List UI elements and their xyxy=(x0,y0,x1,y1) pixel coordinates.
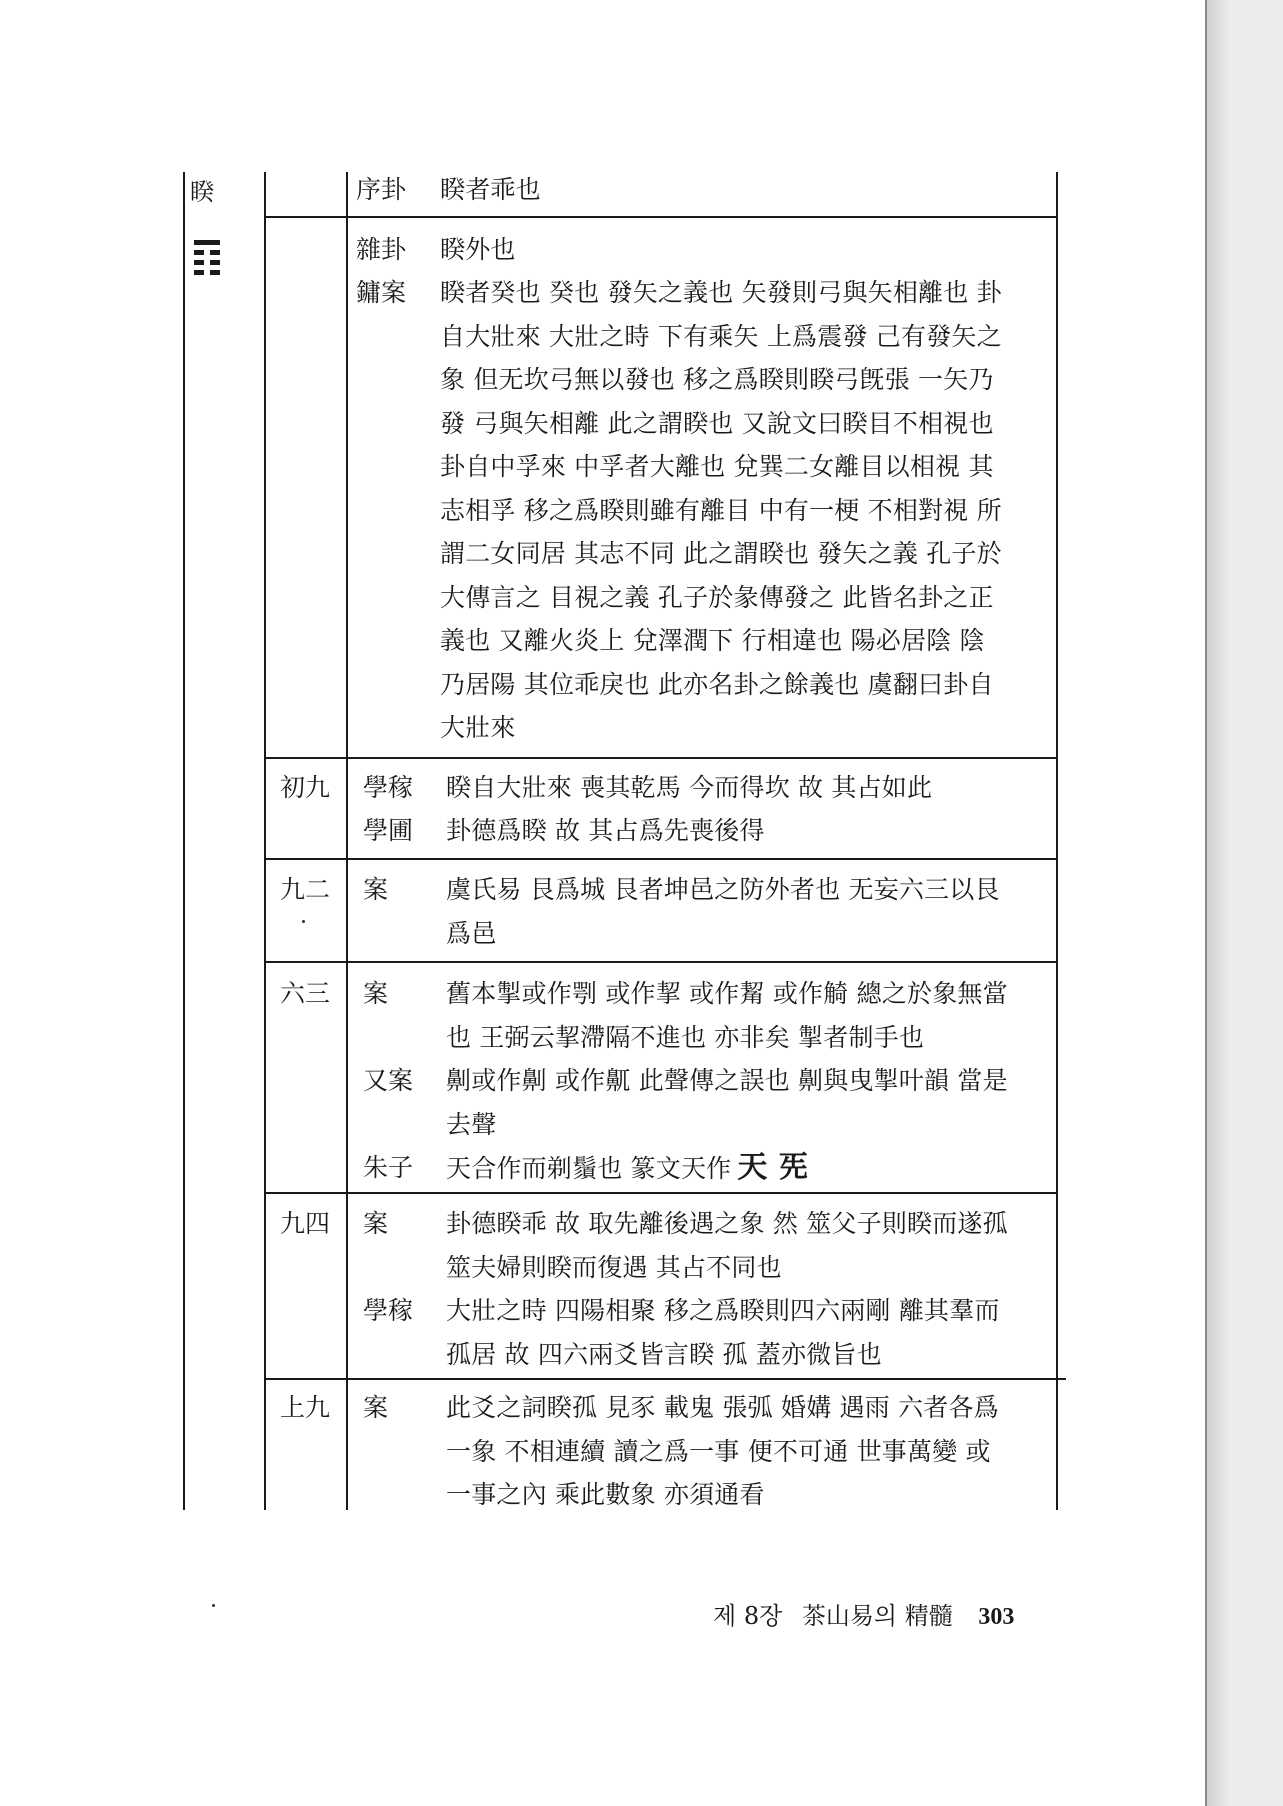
entry-text: 去聲 xyxy=(446,1109,497,1139)
entry-text: 睽外也 xyxy=(440,235,516,264)
scan-speck xyxy=(302,920,305,923)
table-divider-line-col xyxy=(264,172,266,1510)
entry-text: 一象 不相連續 讀之爲一事 便不可通 世事萬變 或 xyxy=(446,1436,991,1466)
row-divider xyxy=(264,1192,1058,1194)
entry-text: 劓或作劓 或作鼿 此聲傳之誤也 劓與曳掣叶韻 當是 xyxy=(446,1066,1008,1095)
entry-text xyxy=(446,1146,808,1191)
entry-text: 此爻之詞睽孤 見豕 載鬼 張弧 婚媾 遇雨 六者各爲 xyxy=(446,1393,999,1422)
entry-label: 序卦 xyxy=(356,175,407,204)
entry-label: 雜卦 xyxy=(356,235,407,264)
entry-text: 義也 又離火炎上 兌澤潤下 行相違也 陽必居陰 陰 xyxy=(440,626,985,655)
entry-text: 發 弓與矢相離 此之謂睽也 又說文曰睽目不相視也 xyxy=(440,408,994,438)
entry-label: 又案 xyxy=(363,1066,414,1095)
entry-text: 謂二女同居 其志不同 此之謂睽也 發矢之義 孔子於 xyxy=(440,539,1002,568)
line-label: 初九 xyxy=(280,773,331,802)
entry-text-main: 天合作而剃鬚也 篆文天作 xyxy=(446,1154,732,1183)
entry-text: 睽者乖也 xyxy=(440,175,541,204)
entry-text: 也 王弼云挈滯隔不進也 亦非矣 掣者制手也 xyxy=(446,1022,925,1052)
chapter-title: 茶山易의 精髓 xyxy=(801,1602,953,1630)
entry-label: 案 xyxy=(363,1393,389,1422)
page-edge-shadow xyxy=(1207,0,1283,1806)
entry-label: 學稼 xyxy=(363,773,414,802)
hexagram-title: 睽 xyxy=(190,178,214,206)
entry-label: 案 xyxy=(363,875,389,904)
row-divider xyxy=(264,858,1058,860)
entry-label: 朱子 xyxy=(363,1153,414,1182)
row-divider xyxy=(264,216,1058,218)
entry-text: 象 但无坎弓無以發也 移之爲睽則睽弓旣張 一矢乃 xyxy=(440,365,994,394)
entry-text: 卦德爲睽 故 其占爲先喪後得 xyxy=(446,816,765,845)
line-label: 上九 xyxy=(280,1393,331,1422)
entry-text: 虞氏易 艮爲城 艮者坤邑之防外者也 无妄六三以艮 xyxy=(446,875,1000,904)
entry-label: 案 xyxy=(363,1209,389,1238)
entry-label: 鏞案 xyxy=(356,278,407,307)
page-number: 303 xyxy=(978,1604,1015,1630)
line-label: 九四 xyxy=(280,1209,331,1238)
entry-label: 案 xyxy=(363,979,389,1008)
page-footer xyxy=(713,1596,1014,1631)
entry-text: 卦自中孚來 中孚者大離也 兌巽二女離目以相視 其 xyxy=(440,452,994,481)
entry-text: 孤居 故 四六兩爻皆言睽 孤 蓋亦微旨也 xyxy=(446,1339,882,1369)
seal-script-glyphs: 天 𠀡 xyxy=(737,1150,809,1185)
row-divider xyxy=(264,1378,1066,1380)
entry-text: 筮夫婦則睽而復遇 其占不同也 xyxy=(446,1252,782,1282)
entry-text: 睽自大壯來 喪其乾馬 今而得坎 故 其占如此 xyxy=(446,773,933,802)
entry-text: 大傳言之 目視之義 孔子於彖傳發之 此皆名卦之正 xyxy=(440,582,994,612)
table-border-right xyxy=(1056,172,1058,1510)
line-label: 六三 xyxy=(280,979,331,1008)
entry-text: 自大壯來 大壯之時 下有乘矢 上爲震發 己有發矢之 xyxy=(440,321,1002,351)
entry-text: 大壯之時 四陽相聚 移之爲睽則四六兩剛 離其羣而 xyxy=(446,1296,1000,1325)
entry-text: 志相孚 移之爲睽則雖有離目 中有一梗 不相對視 所 xyxy=(440,495,1002,525)
entry-label: 學稼 xyxy=(363,1296,414,1325)
entry-text: 睽者癸也 癸也 發矢之義也 矢發則弓與矢相離也 卦 xyxy=(440,278,1002,307)
line-label: 九二 xyxy=(280,875,331,904)
entry-text: 乃居陽 其位乖戾也 此亦名卦之餘義也 虞翻曰卦自 xyxy=(440,669,994,699)
entry-text: 卦德睽乖 故 取先離後遇之象 然 筮父子則睽而遂孤 xyxy=(446,1209,1008,1238)
row-divider xyxy=(264,757,1058,759)
entry-text: 舊本掣或作㓵 或作挈 或作觢 或作觭 總之於象無當 xyxy=(446,979,1008,1008)
commentary-table xyxy=(183,172,1059,1510)
entry-text: 大壯來 xyxy=(440,713,516,742)
chapter-label: 제 8장 xyxy=(713,1602,783,1630)
row-divider xyxy=(264,961,1058,963)
scan-speck xyxy=(212,1604,215,1607)
entry-label: 學圃 xyxy=(363,816,414,845)
entry-text: 爲邑 xyxy=(446,918,497,948)
table-border-left xyxy=(183,172,185,1510)
entry-text: 一事之內 乘此數象 亦須通看 xyxy=(446,1480,765,1509)
table-divider-label-col xyxy=(346,172,348,1510)
